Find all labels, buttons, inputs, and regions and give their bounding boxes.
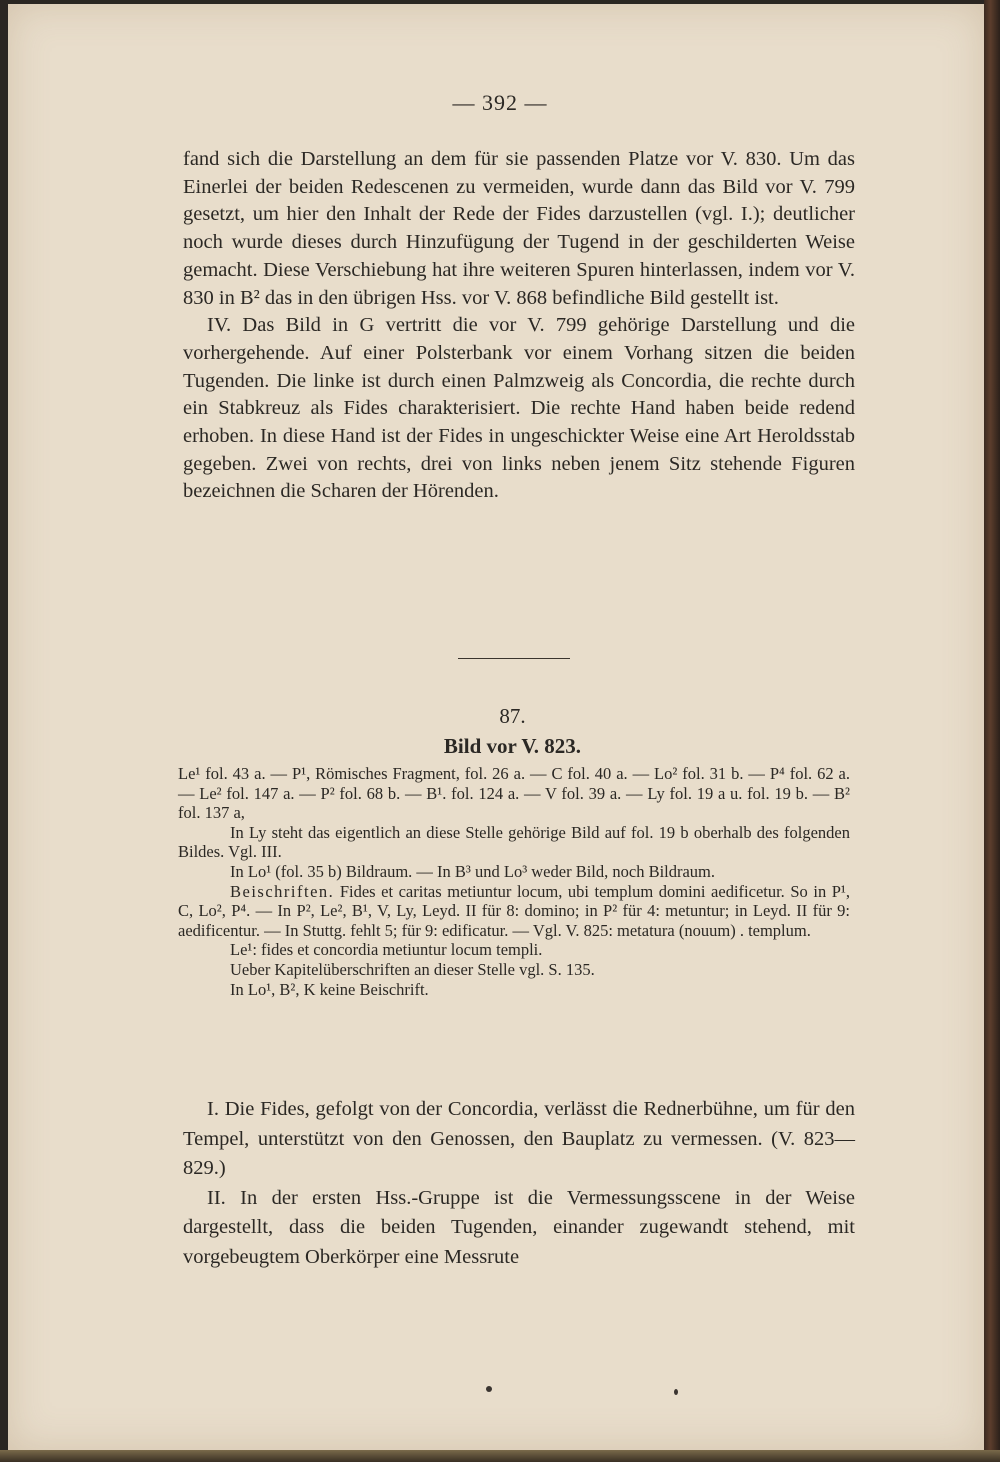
note-line: Le¹ fol. 43 a. — P¹, Römisches Fragment, fol. 26 a. — C fol. 40 a. — Lo² fol. 31 b. — P⁴ fol. 62 a. — Le² fol. 147 a. — P² fol. 68 b. — B¹. fol. 124 a. — V fol. 39 a. — Ly fol. 19 a u. fol. 19 b. — B² fol. 137 a, [178,764,850,823]
paragraph: II. In der ersten Hss.-Gruppe ist die Vermessungsscene in der Weise dargestellt, dass die beiden Tugenden, einander zugewandt stehend, mit vorgebeugtem Oberkörper eine Messrute [183,1186,855,1268]
section-divider [458,658,570,659]
manuscript-notes [178,764,850,999]
section-number: 87. [499,704,526,728]
paragraph: IV. Das Bild in G vertritt die vor V. 799 gehörige Darstellung und die vorhergehende. Auf einer Polsterbank vor einem Vorhang sitzen die beiden Tugenden. Die linke ist durch einen Palmzweig als Concordia, die rechte durch ein Stabkreuz als Fides charakterisiert. Die rechte Hand haben beide redend erhoben. In diese Hand ist der Fides in ungeschickter Weise eine Art Heroldsstab gegeben. Zwei von rechts, drei von links neben jenem Sitz stehende Figuren bezeichnen die Scharen der Hörenden. [183,314,855,503]
notes-heading: Beischriften. [230,881,335,901]
ink-speck [486,1386,492,1392]
section-title: Bild vor V. 823. [443,734,582,758]
ink-speck [674,1389,678,1395]
intro-text [183,146,855,506]
paragraph: I. Die Fides, gefolgt von der Concordia, verlässt die Rednerbühne, um für den Tempel, unterstützt von den Genossen, den Bauplatz zu vermessen. (V. 823—829.) [183,1098,855,1179]
page-edge-right [984,0,1000,1462]
note-line: Le¹: fides et concordia metiuntur locum templi. [230,940,543,960]
note-text: Fides et caritas metiuntur locum, ubi templum domini aedificetur. So in P¹, C, Lo², P⁴. — In P², Le², B¹, V, Ly, Leyd. II für 8: domino; in P² für 4: metuntur; in Leyd. II für 9: aedificentur. — In Stuttg. fehlt 5; für 9: edificatur. — Vgl. V. 825: metatura (nouum) . templum. [178,881,850,940]
page-edge-bottom [0,1450,1000,1462]
note-line: In Lo¹ (fol. 35 b) Bildraum. — In B³ und Lo³ weder Bild, noch Bildraum. [230,861,716,881]
note-line: In Ly steht das eigentlich an diese Stelle gehörige Bild auf fol. 19 b oberhalb des folgenden Bildes. Vgl. III. [178,822,850,862]
paragraph: fand sich die Darstellung an dem für sie passenden Platze vor V. 830. Um das Einerlei der beiden Redescenen zu vermeiden, wurde dann das Bild vor V. 799 gesetzt, um hier den Inhalt der Rede der Fides darzustellen (vgl. I.); deutlicher noch wurde dieses durch Hinzufügung der Tugend in der geschilderten Weise gemacht. Diese Verschiebung hat ihre weiteren Spuren hinterlassen, indem vor V. 830 in B² das in den übrigen Hss. vor V. 868 befindliche Bild gestellt ist. [183,148,855,309]
description-text [183,1095,855,1272]
note-line: Ueber Kapitelüberschriften an dieser Stelle vgl. S. 135. [230,959,595,979]
note-line: In Lo¹, B², K keine Beischrift. [230,979,429,999]
page-number: — 392 — [452,90,548,115]
note-line [178,882,850,941]
